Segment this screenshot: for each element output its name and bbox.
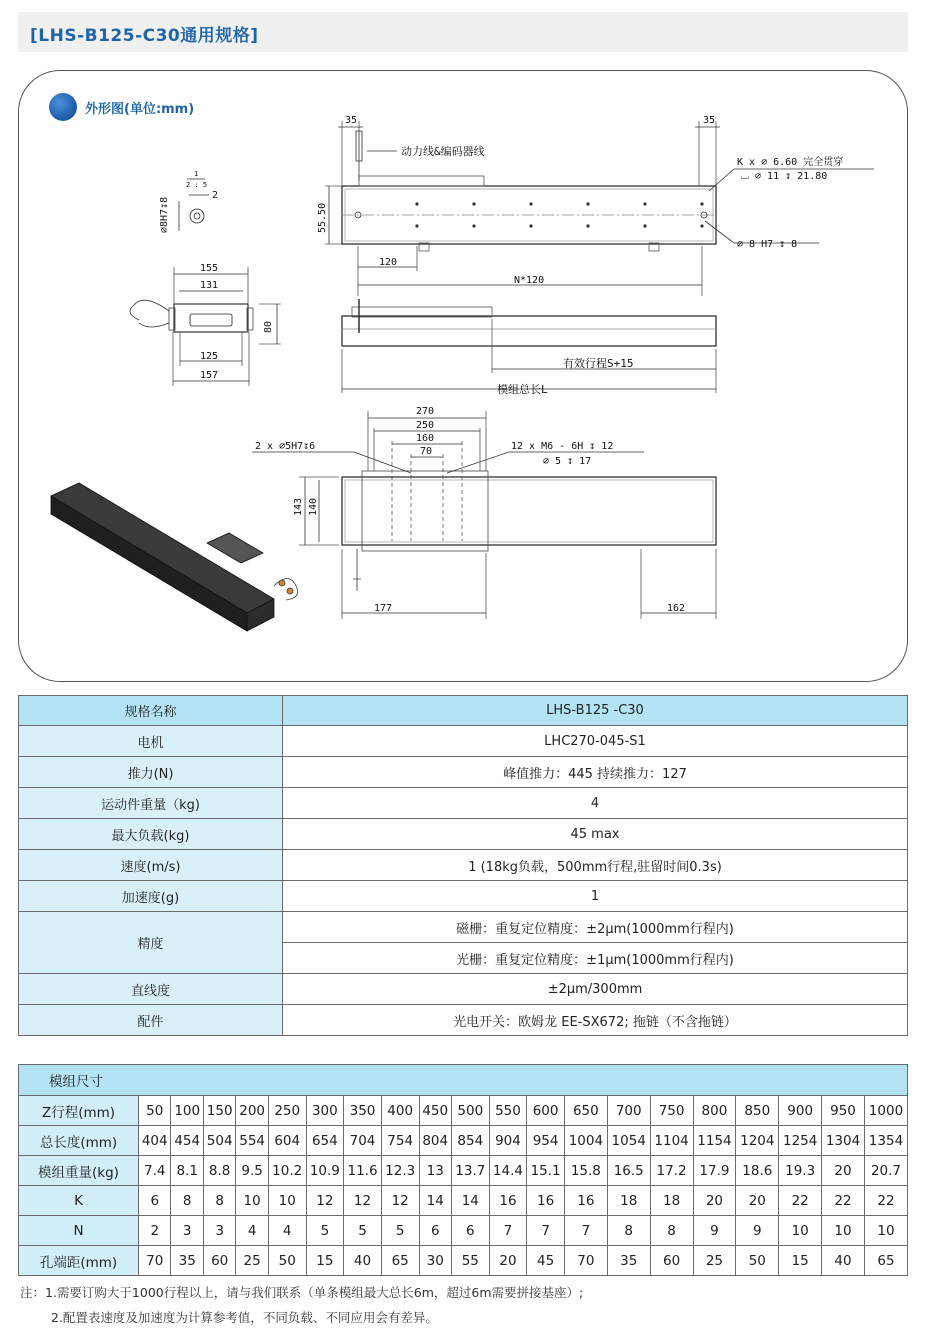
module-table-title: 模组尺寸 bbox=[19, 1065, 908, 1096]
isometric-render bbox=[51, 483, 298, 631]
table-cell: 6 bbox=[139, 1186, 171, 1216]
table-cell: 12.3 bbox=[381, 1156, 419, 1186]
table-cell: 22 bbox=[779, 1186, 822, 1216]
table-cell: 1054 bbox=[607, 1126, 650, 1156]
table-cell: 1104 bbox=[650, 1126, 693, 1156]
dim-143: 143 bbox=[293, 497, 304, 516]
table-cell: 5 bbox=[344, 1216, 382, 1246]
table-row bbox=[19, 1216, 908, 1246]
row-label: Z行程(mm) bbox=[19, 1096, 139, 1126]
dim-125: 125 bbox=[200, 351, 219, 362]
dim-250: 250 bbox=[416, 420, 435, 431]
table-cell: 7 bbox=[564, 1216, 607, 1246]
spec-value: 光电开关：欧姆龙 EE-SX672; 拖链（不含拖链） bbox=[283, 1005, 908, 1036]
table-cell: 1254 bbox=[779, 1126, 822, 1156]
spec-label: 速度(m/s) bbox=[19, 850, 283, 881]
dim-35-left: 35 bbox=[345, 115, 358, 126]
table-cell: 16 bbox=[564, 1186, 607, 1216]
table-cell: 6 bbox=[451, 1216, 489, 1246]
side-dim-2: 2 bbox=[212, 190, 219, 201]
table-cell: 19.3 bbox=[779, 1156, 822, 1186]
label-stroke: 有效行程S+15 bbox=[563, 357, 634, 370]
table-cell: 17.9 bbox=[693, 1156, 736, 1186]
table-row bbox=[19, 1246, 908, 1276]
dim-155: 155 bbox=[200, 263, 219, 274]
table-cell: 8 bbox=[607, 1216, 650, 1246]
technical-drawing bbox=[19, 71, 909, 683]
top-view bbox=[317, 115, 874, 296]
spec-value: 1 (18kg负载，500mm行程,驻留时间0.3s) bbox=[283, 850, 908, 881]
side-view bbox=[342, 299, 716, 396]
bottom-view bbox=[252, 406, 716, 619]
spec-label: 运动件重量（kg) bbox=[19, 788, 283, 819]
table-cell: 25 bbox=[693, 1246, 736, 1276]
table-cell: 16 bbox=[527, 1186, 565, 1216]
table-cell: 70 bbox=[564, 1246, 607, 1276]
table-row bbox=[19, 1156, 908, 1186]
table-cell: 55 bbox=[451, 1246, 489, 1276]
table-cell: 10.9 bbox=[306, 1156, 344, 1186]
table-cell: 3 bbox=[171, 1216, 203, 1246]
table-cell: 10 bbox=[236, 1186, 268, 1216]
table-row bbox=[19, 726, 908, 757]
table-cell: 800 bbox=[693, 1096, 736, 1126]
dim-140: 140 bbox=[308, 497, 319, 516]
table-cell: 18.6 bbox=[736, 1156, 779, 1186]
table-cell: 22 bbox=[822, 1186, 865, 1216]
table-cell: 25 bbox=[236, 1246, 268, 1276]
table-cell: 200 bbox=[236, 1096, 268, 1126]
table-cell: 750 bbox=[650, 1096, 693, 1126]
spec-value: 峰值推力：445 持续推力：127 bbox=[283, 757, 908, 788]
table-cell: 600 bbox=[527, 1096, 565, 1126]
table-cell: 40 bbox=[344, 1246, 382, 1276]
table-cell: 554 bbox=[236, 1126, 268, 1156]
table-cell: 454 bbox=[171, 1126, 203, 1156]
table-cell: 650 bbox=[564, 1096, 607, 1126]
table-cell: 8 bbox=[171, 1186, 203, 1216]
table-cell: 50 bbox=[736, 1246, 779, 1276]
table-cell: 7.4 bbox=[139, 1156, 171, 1186]
table-cell: 1354 bbox=[864, 1126, 907, 1156]
table-cell: 14 bbox=[451, 1186, 489, 1216]
table-row bbox=[19, 1186, 908, 1216]
table-cell: 754 bbox=[381, 1126, 419, 1156]
spec-label: 电机 bbox=[19, 726, 283, 757]
page-title-bar bbox=[18, 12, 908, 52]
row-label: 模组重量(kg) bbox=[19, 1156, 139, 1186]
spec-label: 配件 bbox=[19, 1005, 283, 1036]
spec-label: 加速度(g) bbox=[19, 881, 283, 912]
table-cell: 20 bbox=[693, 1186, 736, 1216]
table-cell: 14 bbox=[419, 1186, 451, 1216]
side-frac-top: 1 bbox=[194, 170, 199, 178]
module-size-table bbox=[18, 1064, 908, 1276]
table-cell: 4 bbox=[268, 1216, 306, 1246]
table-cell: 954 bbox=[527, 1126, 565, 1156]
table-cell: 17.2 bbox=[650, 1156, 693, 1186]
spec-label: 最大负载(kg) bbox=[19, 819, 283, 850]
label-total-length: 模组总长L bbox=[497, 383, 548, 396]
table-row bbox=[19, 912, 908, 943]
table-cell: 3 bbox=[203, 1216, 235, 1246]
table-header-row bbox=[19, 1065, 908, 1096]
table-cell: 8.8 bbox=[203, 1156, 235, 1186]
table-cell: 20 bbox=[822, 1156, 865, 1186]
row-label: N bbox=[19, 1216, 139, 1246]
dim-55-50: 55.50 bbox=[317, 202, 328, 233]
side-frac-bot: 2 : 5 bbox=[186, 181, 208, 189]
dim-162: 162 bbox=[667, 603, 686, 614]
table-cell: 5 bbox=[306, 1216, 344, 1246]
table-cell: 10 bbox=[268, 1186, 306, 1216]
page-title: [LHS-B125-C30通用规格] bbox=[30, 26, 259, 46]
row-label: K bbox=[19, 1186, 139, 1216]
table-cell: 10.2 bbox=[268, 1156, 306, 1186]
table-row bbox=[19, 1005, 908, 1036]
row-label: 孔端距(mm) bbox=[19, 1246, 139, 1276]
table-cell: 350 bbox=[344, 1096, 382, 1126]
table-cell: 7 bbox=[527, 1216, 565, 1246]
end-view-front bbox=[130, 263, 281, 386]
spec-value: 光栅：重复定位精度：±1μm(1000mm行程内) bbox=[283, 943, 908, 974]
spec-value: LHS-B125 -C30 bbox=[283, 696, 908, 726]
spec-value: ±2μm/300mm bbox=[283, 974, 908, 1005]
table-cell: 700 bbox=[607, 1096, 650, 1126]
dim-70: 70 bbox=[420, 446, 433, 457]
table-row bbox=[19, 819, 908, 850]
label-carriage-m6: 12 x M6 - 6H ↧ 12 bbox=[511, 441, 614, 452]
table-cell: 60 bbox=[203, 1246, 235, 1276]
table-row bbox=[19, 696, 908, 726]
table-cell: 40 bbox=[822, 1246, 865, 1276]
table-cell: 704 bbox=[344, 1126, 382, 1156]
spec-label: 精度 bbox=[19, 912, 283, 974]
table-cell: 1000 bbox=[864, 1096, 907, 1126]
table-cell: 250 bbox=[268, 1096, 306, 1126]
spec-value: 45 max bbox=[283, 819, 908, 850]
table-cell: 604 bbox=[268, 1126, 306, 1156]
notes bbox=[20, 1280, 583, 1330]
table-cell: 100 bbox=[171, 1096, 203, 1126]
spec-value: 磁栅：重复定位精度：±2μm(1000mm行程内) bbox=[283, 912, 908, 943]
label-carriage-cbore: ∅ 5 ↧ 17 bbox=[543, 456, 592, 467]
table-cell: 10 bbox=[864, 1216, 907, 1246]
table-cell: 4 bbox=[236, 1216, 268, 1246]
table-cell: 504 bbox=[203, 1126, 235, 1156]
drawing-heading-text: 外形图(单位:mm) bbox=[85, 101, 195, 117]
table-cell: 15.8 bbox=[564, 1156, 607, 1186]
spec-label: 规格名称 bbox=[19, 696, 283, 726]
dim-n120: N*120 bbox=[514, 275, 545, 286]
table-cell: 35 bbox=[171, 1246, 203, 1276]
note-2: 2.配置表速度及加速度为计算参考值，不同负载、不同应用会有差异。 bbox=[51, 1310, 438, 1325]
table-cell: 11.6 bbox=[344, 1156, 382, 1186]
table-cell: 50 bbox=[268, 1246, 306, 1276]
table-cell: 10 bbox=[779, 1216, 822, 1246]
side-pin-hole: ∅8H7↧8 bbox=[159, 196, 170, 233]
table-cell: 16 bbox=[489, 1186, 527, 1216]
table-row bbox=[19, 974, 908, 1005]
table-cell: 16.5 bbox=[607, 1156, 650, 1186]
table-cell: 8 bbox=[203, 1186, 235, 1216]
table-cell: 20.7 bbox=[864, 1156, 907, 1186]
table-cell: 950 bbox=[822, 1096, 865, 1126]
spec-label: 推力(N) bbox=[19, 757, 283, 788]
end-view-small bbox=[159, 170, 218, 233]
dim-131: 131 bbox=[200, 280, 219, 291]
table-cell: 18 bbox=[650, 1186, 693, 1216]
table-cell: 35 bbox=[607, 1246, 650, 1276]
table-cell: 15.1 bbox=[527, 1156, 565, 1186]
table-cell: 20 bbox=[489, 1246, 527, 1276]
table-cell: 70 bbox=[139, 1246, 171, 1276]
table-row bbox=[19, 788, 908, 819]
table-cell: 400 bbox=[381, 1096, 419, 1126]
table-cell: 9 bbox=[693, 1216, 736, 1246]
dimension-drawing-panel bbox=[18, 70, 908, 682]
label-pin-hole: ∅ 8 H7 ↧ 8 bbox=[737, 239, 798, 250]
dim-120: 120 bbox=[379, 257, 398, 268]
note-1: 注：1.需要订购大于1000行程以上，请与我们联系（单条模组最大总长6m，超过6m需要拼接基座）; bbox=[20, 1285, 584, 1300]
dim-80: 80 bbox=[263, 320, 274, 333]
table-cell: 20 bbox=[736, 1186, 779, 1216]
table-cell: 300 bbox=[306, 1096, 344, 1126]
label-k-holes: K x ∅ 6.60 完全贯穿 bbox=[737, 157, 844, 168]
table-cell: 15 bbox=[306, 1246, 344, 1276]
table-row bbox=[19, 1126, 908, 1156]
table-cell: 30 bbox=[419, 1246, 451, 1276]
table-cell: 12 bbox=[381, 1186, 419, 1216]
table-cell: 8.1 bbox=[171, 1156, 203, 1186]
table-cell: 900 bbox=[779, 1096, 822, 1126]
table-cell: 15 bbox=[779, 1246, 822, 1276]
table-cell: 450 bbox=[419, 1096, 451, 1126]
table-cell: 45 bbox=[527, 1246, 565, 1276]
table-cell: 50 bbox=[139, 1096, 171, 1126]
table-cell: 8 bbox=[650, 1216, 693, 1246]
table-cell: 150 bbox=[203, 1096, 235, 1126]
table-cell: 904 bbox=[489, 1126, 527, 1156]
spec-value: LHC270-045-S1 bbox=[283, 726, 908, 757]
table-cell: 7 bbox=[489, 1216, 527, 1246]
spec-value: 1 bbox=[283, 881, 908, 912]
table-cell: 13.7 bbox=[451, 1156, 489, 1186]
table-cell: 22 bbox=[864, 1186, 907, 1216]
table-row bbox=[19, 850, 908, 881]
label-counterbore: ⌴ ∅ 11 ↧ 21.80 bbox=[741, 171, 828, 182]
table-row bbox=[19, 881, 908, 912]
table-cell: 404 bbox=[139, 1126, 171, 1156]
table-cell: 654 bbox=[306, 1126, 344, 1156]
dim-157: 157 bbox=[200, 370, 219, 381]
table-cell: 5 bbox=[381, 1216, 419, 1246]
table-cell: 18 bbox=[607, 1186, 650, 1216]
table-cell: 2 bbox=[139, 1216, 171, 1246]
table-cell: 850 bbox=[736, 1096, 779, 1126]
table-cell: 1204 bbox=[736, 1126, 779, 1156]
dim-35-right: 35 bbox=[703, 115, 716, 126]
table-cell: 13 bbox=[419, 1156, 451, 1186]
table-cell: 6 bbox=[419, 1216, 451, 1246]
table-cell: 500 bbox=[451, 1096, 489, 1126]
table-row bbox=[19, 1096, 908, 1126]
dim-177: 177 bbox=[374, 603, 393, 614]
table-row bbox=[19, 757, 908, 788]
table-cell: 1004 bbox=[564, 1126, 607, 1156]
table-cell: 65 bbox=[381, 1246, 419, 1276]
table-cell: 804 bbox=[419, 1126, 451, 1156]
label-cable: 动力线&编码器线 bbox=[401, 145, 485, 158]
table-cell: 550 bbox=[489, 1096, 527, 1126]
table-cell: 10 bbox=[822, 1216, 865, 1246]
table-cell: 854 bbox=[451, 1126, 489, 1156]
table-cell: 65 bbox=[864, 1246, 907, 1276]
table-cell: 1304 bbox=[822, 1126, 865, 1156]
table-cell: 9 bbox=[736, 1216, 779, 1246]
row-label: 总长度(mm) bbox=[19, 1126, 139, 1156]
table-cell: 14.4 bbox=[489, 1156, 527, 1186]
dim-270: 270 bbox=[416, 406, 435, 417]
spec-label: 直线度 bbox=[19, 974, 283, 1005]
label-carriage-pins: 2 x ∅5H7↧6 bbox=[255, 441, 316, 452]
table-cell: 12 bbox=[344, 1186, 382, 1216]
table-cell: 12 bbox=[306, 1186, 344, 1216]
table-cell: 60 bbox=[650, 1246, 693, 1276]
table-cell: 1154 bbox=[693, 1126, 736, 1156]
spec-value: 4 bbox=[283, 788, 908, 819]
table-cell: 9.5 bbox=[236, 1156, 268, 1186]
spec-table bbox=[18, 695, 908, 1036]
dim-160: 160 bbox=[416, 433, 435, 444]
